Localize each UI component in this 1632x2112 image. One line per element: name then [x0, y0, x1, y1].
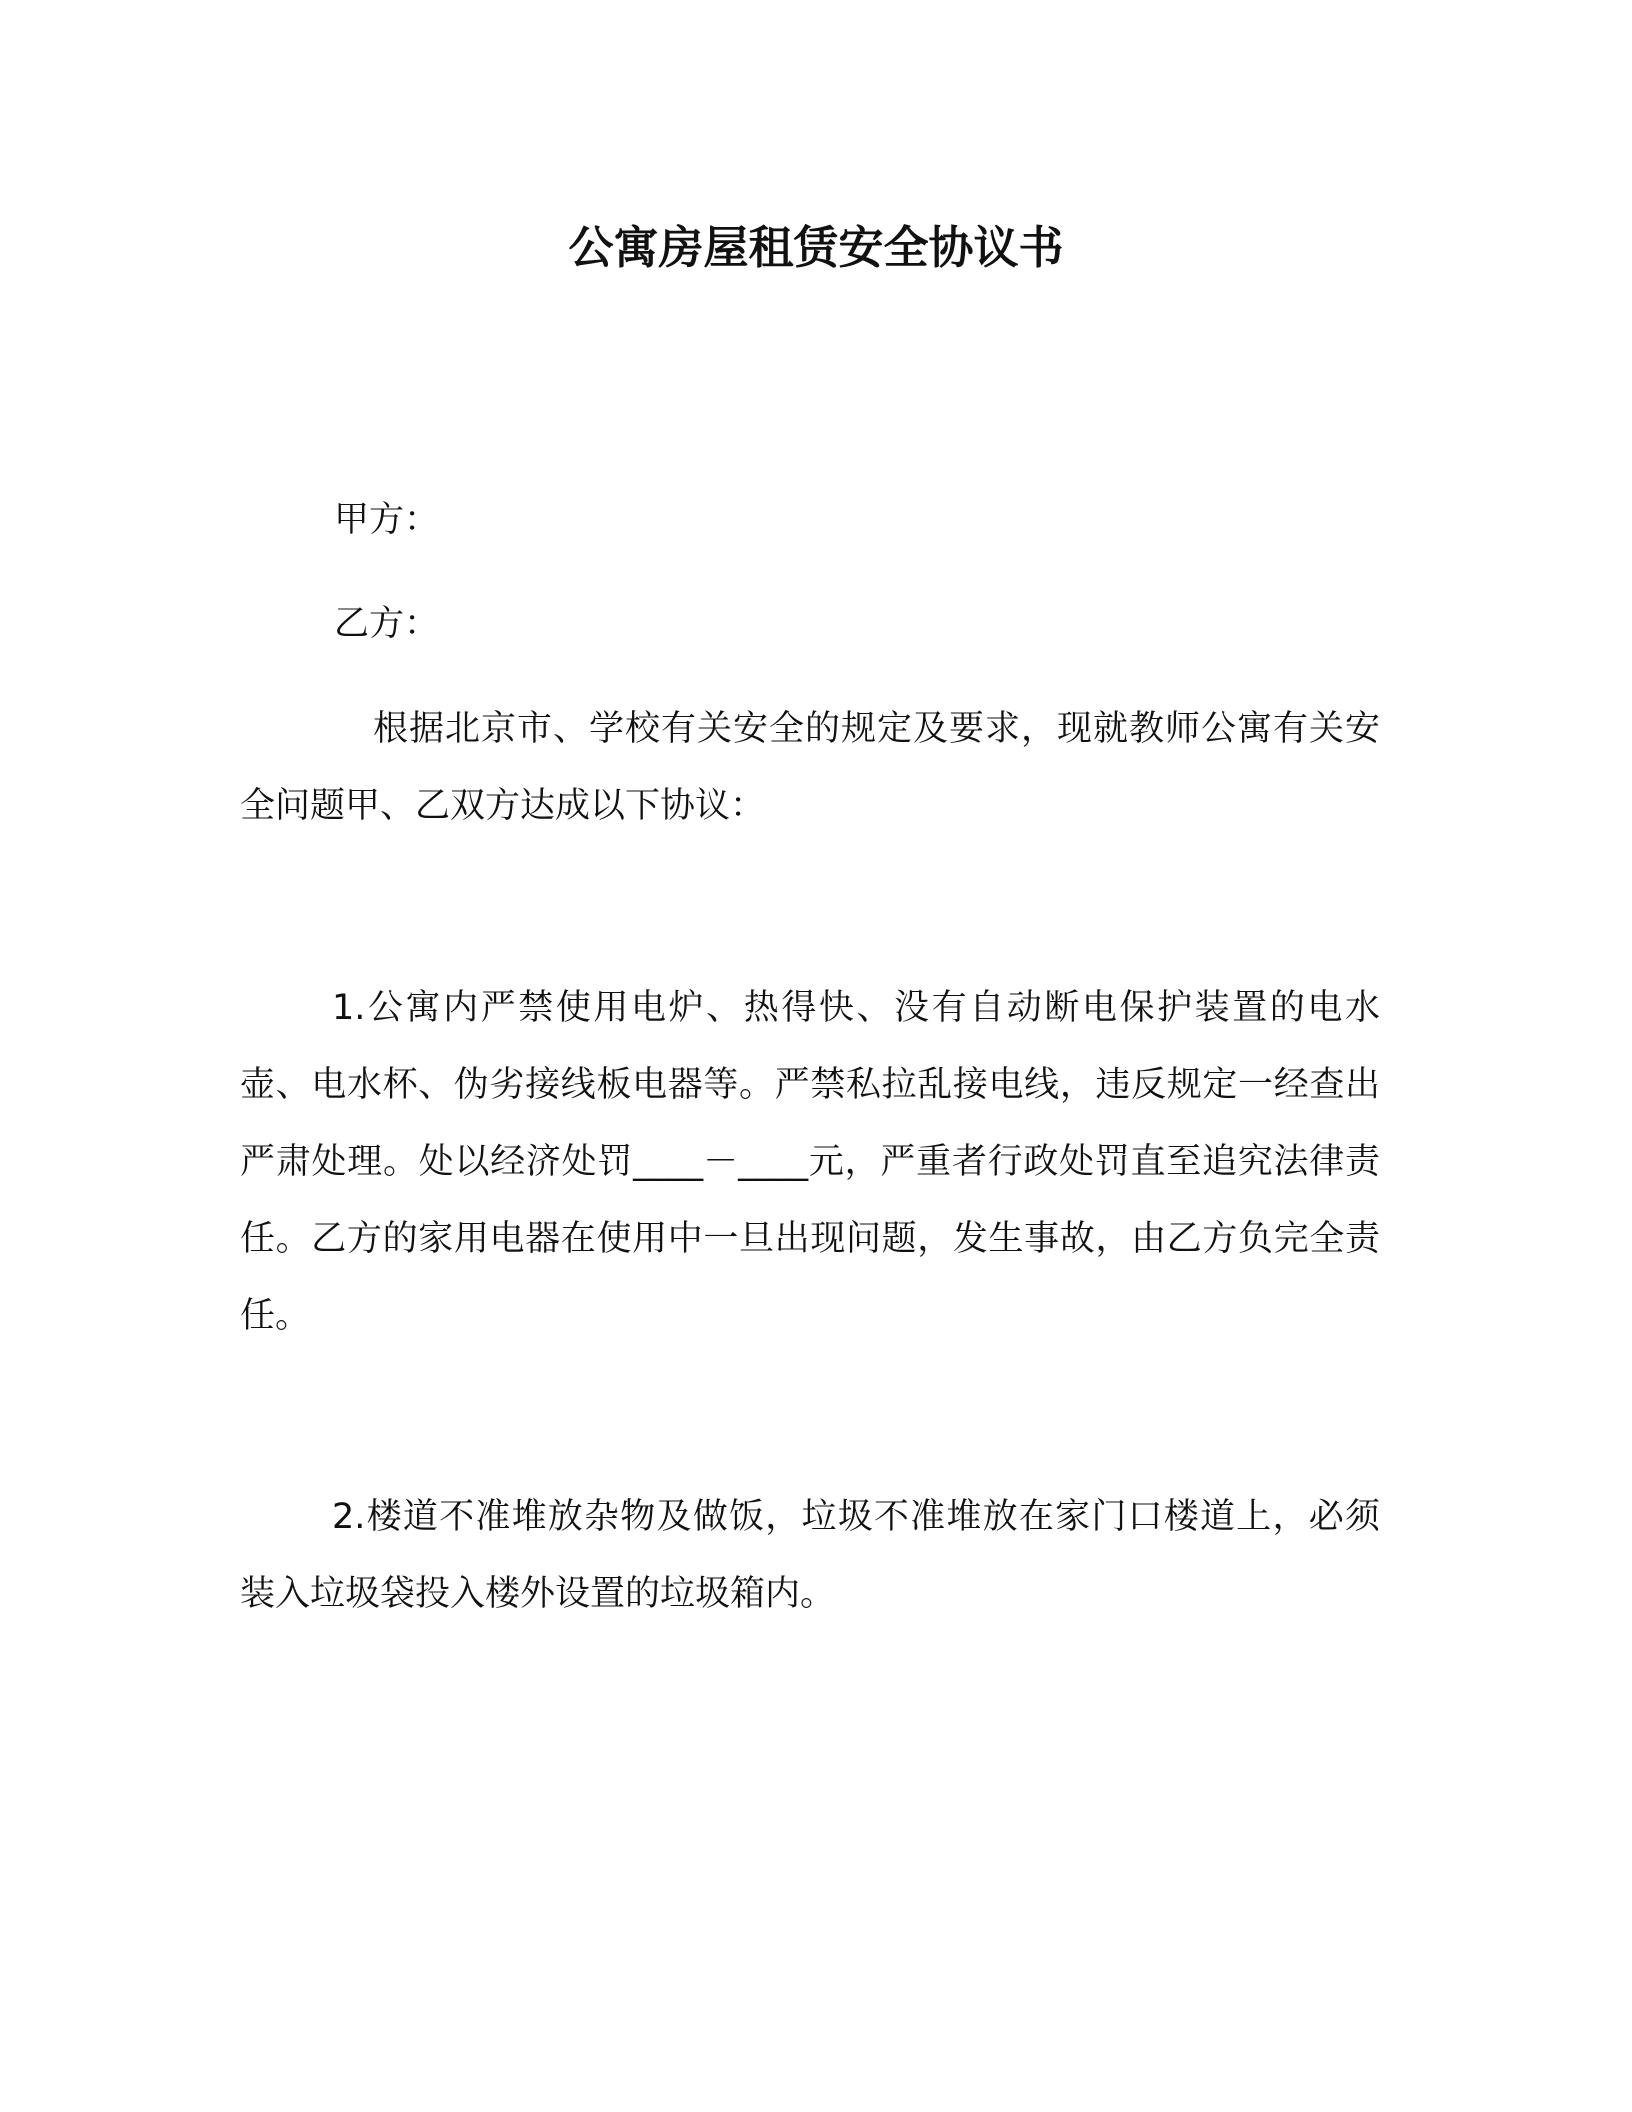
- party-a-label: 甲方：: [334, 500, 440, 540]
- clause-1-paragraph: 1.公寓内严禁使用电炉、热得快、没有自动断电保护装置的电水壶、电水杯、伪劣接线板电器等。严禁私拉乱接电线，违反规定一经查出严肃处理。处以经济处罚____－____元，严重者行政处罚直至追究法律责任。乙方的家用电器在使用中一旦出现问题，发生事故，由乙方负完全责任。: [240, 988, 1380, 1336]
- document-title: 公寓房屋租赁安全协议书: [568, 221, 1064, 274]
- clause-2-paragraph: 2.楼道不准堆放杂物及做饭，垃圾不准堆放在家门口楼道上，必须装入垃圾袋投入楼外设置的垃圾箱内。: [240, 1497, 1380, 1614]
- party-b-label: 乙方：: [334, 604, 440, 644]
- intro-paragraph: 根据北京市、学校有关安全的规定及要求，现就教师公寓有关安全问题甲、乙双方达成以下协议：: [240, 709, 1380, 826]
